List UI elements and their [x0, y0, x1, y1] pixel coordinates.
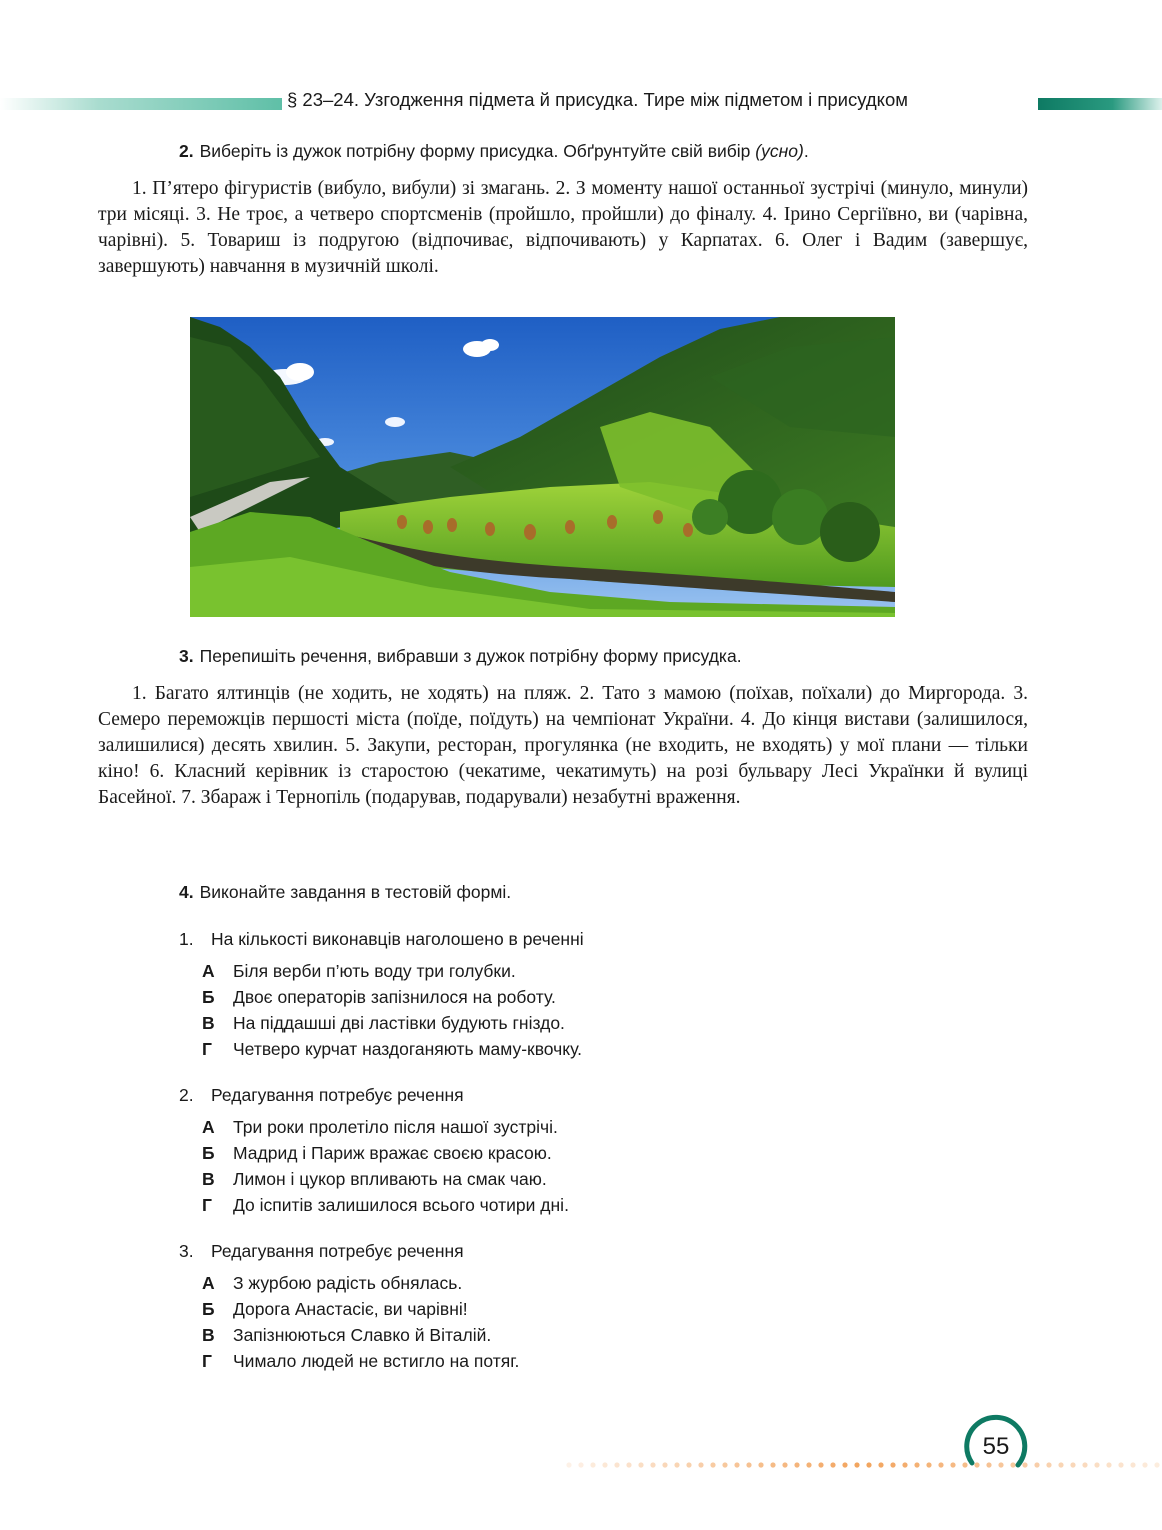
- option-text: Мадрид і Париж вражає своєю красою.: [233, 1143, 552, 1163]
- carpathian-landscape-photo: [190, 317, 895, 617]
- footer-dot: [914, 1462, 919, 1467]
- footer-dot: [842, 1462, 847, 1467]
- option-text: До іспитів залишилося всього чотири дні.: [233, 1195, 569, 1215]
- option-text: Запізнюються Славко й Віталій.: [233, 1325, 492, 1345]
- footer-dot: [626, 1462, 631, 1467]
- answer-option: [202, 1299, 468, 1320]
- option-letter: В: [202, 1169, 215, 1189]
- task-text: Виконайте завдання в тестовій формі.: [199, 882, 512, 902]
- footer-dot: [890, 1462, 895, 1467]
- footer-dot: [1154, 1462, 1159, 1467]
- footer-dot: [1118, 1462, 1123, 1467]
- footer-dot: [578, 1462, 583, 1467]
- option-text: Дорога Анастасіє, ви чарівні!: [233, 1299, 468, 1319]
- task-note-italic: (усно): [755, 141, 804, 161]
- option-letter: Б: [202, 1299, 215, 1319]
- footer-dot: [1142, 1462, 1147, 1467]
- test-question-3: [179, 1241, 464, 1262]
- footer-dot: [794, 1462, 799, 1467]
- option-letter: А: [202, 1117, 215, 1137]
- option-letter: А: [202, 1273, 215, 1293]
- header-decor-bar-left: [0, 98, 282, 110]
- footer-dot: [938, 1462, 943, 1467]
- footer-dot: [806, 1462, 811, 1467]
- footer-dot: [1094, 1462, 1099, 1467]
- option-text: З журбою радість обнялась.: [233, 1273, 463, 1293]
- task-2-exercise-text: 1. П’ятеро фігуристів (вибуло, вибули) зі змагань. 2. З моменту нашої останньої зустрічі (минуло, минули) три місяці. 3. Не троє, а четверо спортсменів (пройшло, пройшли) до фіналу. 4. Ірино Сергіївно, ви (чарівна, чарівні). 5. Товариш із подругою (відпочиває, відпочивають) у Карпатах. 6. Олег і Вадим (завершує, завершують) навчання в музичній школі.: [98, 178, 1028, 277]
- footer-dot: [950, 1462, 955, 1467]
- answer-option: [202, 1039, 582, 1060]
- task-text: Перепишіть речення, вибравши з дужок потрібну форму присудка.: [199, 646, 742, 666]
- option-text: На піддашші дві ластівки будують гніздо.: [233, 1013, 565, 1033]
- footer-dot: [674, 1462, 679, 1467]
- footer-dot: [1106, 1462, 1111, 1467]
- test-question-1: [179, 929, 584, 950]
- footer-dot: [1046, 1462, 1051, 1467]
- footer-dot: [902, 1462, 907, 1467]
- footer-dot: [1130, 1462, 1135, 1467]
- question-text: Редагування потребує речення: [211, 1241, 464, 1261]
- answer-option: [202, 987, 556, 1008]
- question-text: Редагування потребує речення: [211, 1085, 464, 1105]
- footer-dot: [830, 1462, 835, 1467]
- footer-dot: [662, 1462, 667, 1467]
- footer-dot: [782, 1462, 787, 1467]
- footer-dot: [1082, 1462, 1087, 1467]
- option-text: Чимало людей не встигло на потяг.: [233, 1351, 520, 1371]
- footer-dot: [866, 1462, 871, 1467]
- test-question-2: [179, 1085, 464, 1106]
- task-number: 3.: [179, 646, 194, 666]
- footer-dot: [878, 1462, 883, 1467]
- footer-dot: [926, 1462, 931, 1467]
- option-letter: Г: [202, 1351, 212, 1371]
- option-text: Четверо курчат наздоганяють маму-квочку.: [233, 1039, 582, 1059]
- footer-dot: [590, 1462, 595, 1467]
- option-text: Три роки пролетіло після нашої зустрічі.: [233, 1117, 558, 1137]
- question-number: 2.: [179, 1085, 194, 1105]
- answer-option: [202, 1169, 547, 1190]
- answer-option: [202, 1013, 565, 1034]
- option-letter: Г: [202, 1039, 212, 1059]
- option-text: Двоє операторів запізнилося на роботу.: [233, 987, 556, 1007]
- task-3-heading: [179, 646, 742, 667]
- task-2-heading: [179, 141, 809, 162]
- footer-dot: [818, 1462, 823, 1467]
- option-letter: Б: [202, 1143, 215, 1163]
- option-letter: В: [202, 1013, 215, 1033]
- task-number: 4.: [179, 882, 194, 902]
- question-number: 3.: [179, 1241, 194, 1261]
- page-number: 55: [982, 1433, 1010, 1460]
- header-decor-bar-right: [1038, 98, 1162, 110]
- footer-dot: [710, 1462, 715, 1467]
- answer-option: [202, 1273, 462, 1294]
- task-end: .: [803, 141, 809, 161]
- question-text: На кількості виконавців наголошено в реченні: [211, 929, 584, 949]
- running-header-title: § 23–24. Узгодження підмета й присудка. Тире між підметом і присудком: [287, 89, 908, 110]
- footer-dot: [602, 1462, 607, 1467]
- option-letter: В: [202, 1325, 215, 1345]
- option-text: Лимон і цукор впливають на смак чаю.: [233, 1169, 547, 1189]
- footer-dot: [1034, 1462, 1039, 1467]
- question-number: 1.: [179, 929, 194, 949]
- answer-option: [202, 1143, 552, 1164]
- option-letter: А: [202, 961, 215, 981]
- footer-dot: [686, 1462, 691, 1467]
- answer-option: [202, 1325, 491, 1346]
- footer-dot: [758, 1462, 763, 1467]
- answer-option: [202, 961, 516, 982]
- footer-dot: [566, 1462, 571, 1467]
- footer-dotted-line: [565, 1460, 1162, 1470]
- footer-dot: [722, 1462, 727, 1467]
- footer-dot: [734, 1462, 739, 1467]
- task-3-exercise-text: 1. Багато ялтинців (не ходить, не ходять) на пляж. 2. Тато з мамою (поїхав, поїхали) до Миргорода. 3. Семеро переможців першості міста (поїде, поїдуть) на чемпіонат України. 4. До кінця вистави (залишилося, залишилися) десять хвилин. 5. Закупи, ресторан, прогулянка (не входить, не входять) у мої плани — тільки кіно! 6. Класний керівник із старостою (чекатиме, чекатимуть) на розі бульвару Лесі Українки й вулиці Басейної. 7. Збараж і Тернопіль (подарував, подарували) незабутні враження.: [98, 683, 1028, 808]
- footer-dot: [746, 1462, 751, 1467]
- answer-option: [202, 1351, 519, 1372]
- task-text: Виберіть із дужок потрібну форму присудка. Обґрунтуйте свій вибір: [199, 141, 751, 161]
- footer-dot: [650, 1462, 655, 1467]
- footer-dot: [770, 1462, 775, 1467]
- task-4-heading: [179, 882, 511, 903]
- answer-option: [202, 1195, 569, 1216]
- task-number: 2.: [179, 141, 194, 161]
- footer-dot: [1058, 1462, 1063, 1467]
- answer-option: [202, 1117, 558, 1138]
- option-letter: Б: [202, 987, 215, 1007]
- footer-dot: [1070, 1462, 1075, 1467]
- footer-dot: [854, 1462, 859, 1467]
- footer-dot: [614, 1462, 619, 1467]
- footer-dot: [698, 1462, 703, 1467]
- option-letter: Г: [202, 1195, 212, 1215]
- option-text: Біля верби п’ють воду три голубки.: [233, 961, 516, 981]
- footer-dot: [638, 1462, 643, 1467]
